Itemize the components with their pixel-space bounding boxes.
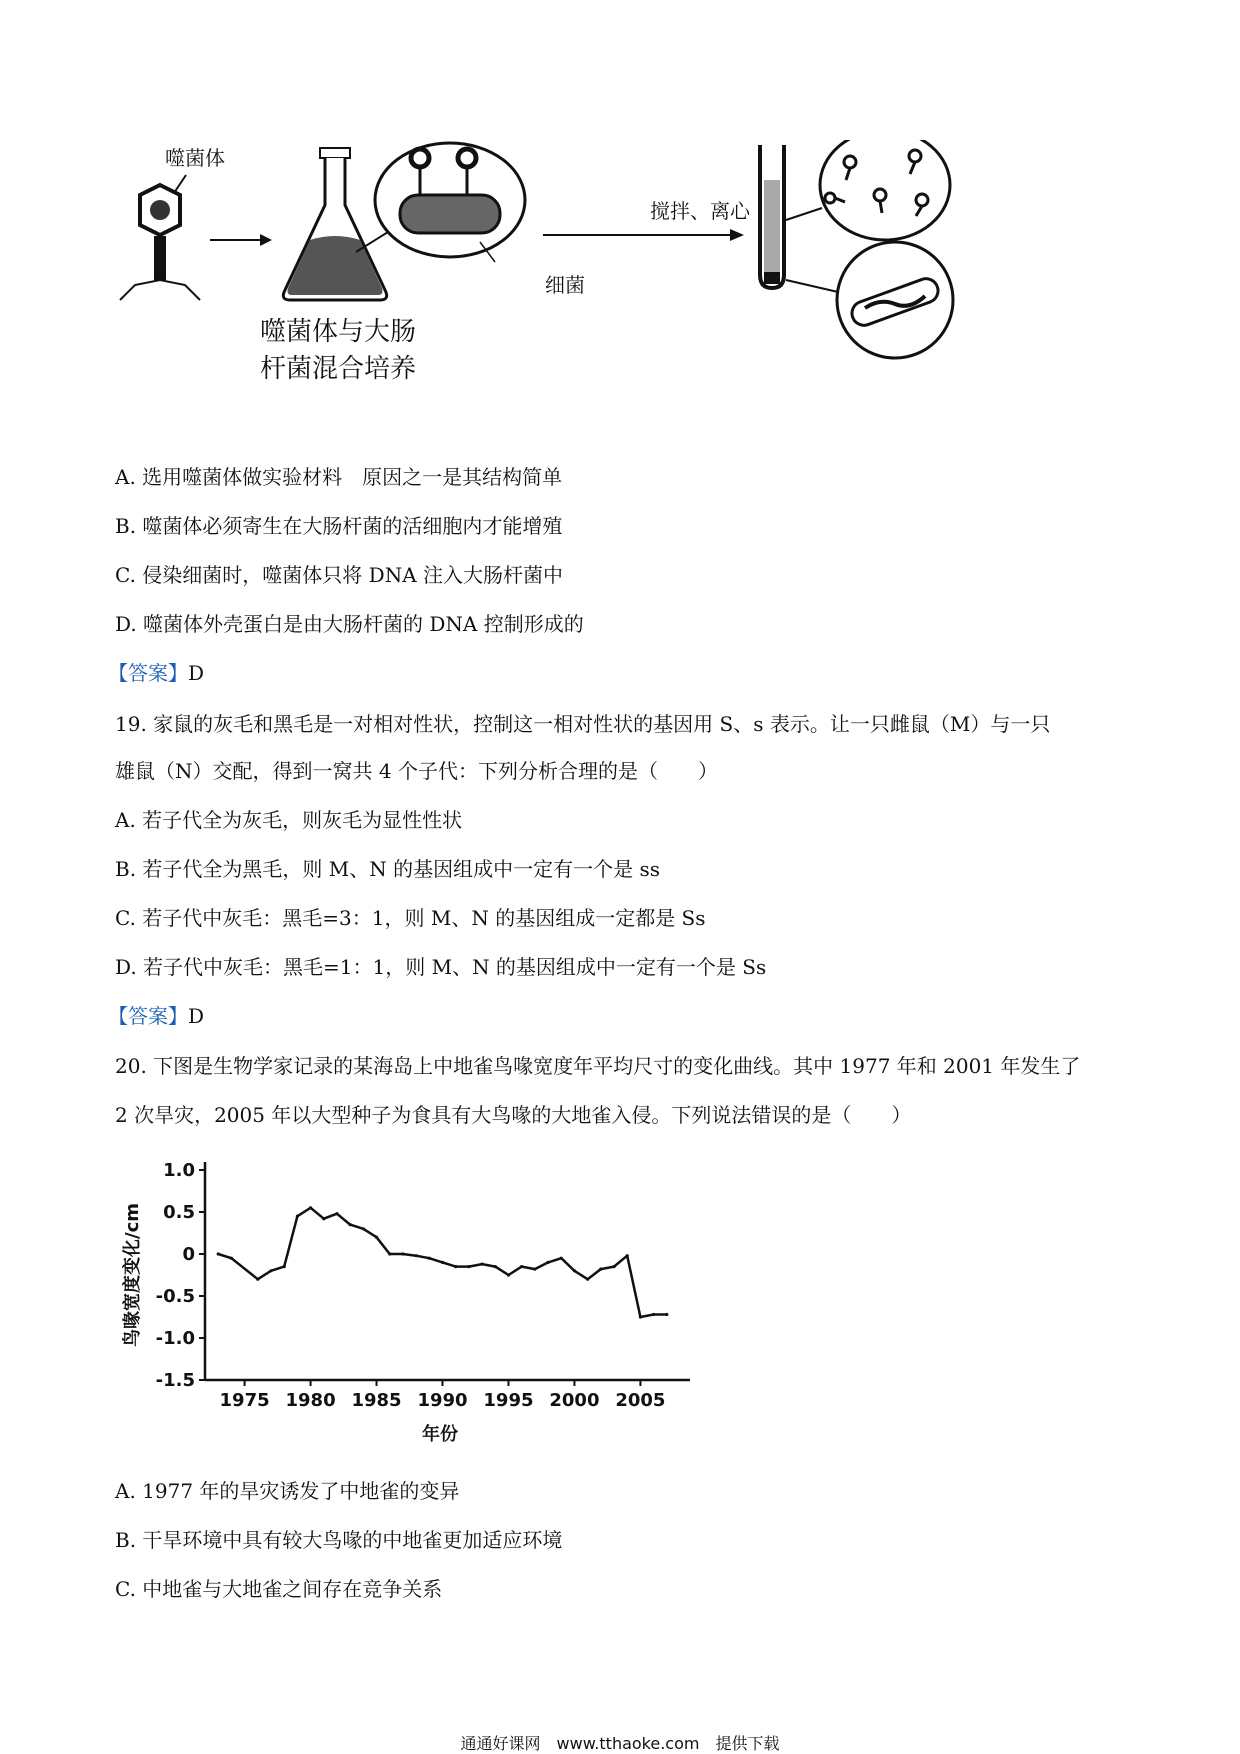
- data-point: [322, 1217, 325, 1220]
- q20-option-b: B. 干旱环境中具有较大鸟喙的中地雀更加适应环境: [115, 1528, 563, 1552]
- data-point: [652, 1313, 655, 1316]
- data-point: [507, 1273, 510, 1276]
- data-point: [335, 1212, 338, 1215]
- data-point: [441, 1261, 444, 1264]
- data-point: [665, 1313, 668, 1316]
- arrow-to-flask: [210, 234, 272, 246]
- q20-stem-line2: 2 次旱灾，2005 年以大型种子为食具有大鸟喙的大地雀入侵。下列说法错误的是（ ）: [115, 1103, 912, 1127]
- page-footer: 通通好课网 www.tthaoke.com 提供下载: [460, 1734, 780, 1753]
- data-point: [573, 1269, 576, 1272]
- data-point: [494, 1265, 497, 1268]
- chart-x-label: 年份: [422, 1424, 458, 1445]
- data-point: [283, 1265, 286, 1268]
- data-point: [454, 1265, 457, 1268]
- x-tick-label: 1990: [417, 1390, 468, 1411]
- y-tick-label: 0.5: [163, 1202, 195, 1223]
- data-point: [626, 1254, 629, 1257]
- q18-option-b: B. 噬菌体必须寄生在大肠杆菌的活细胞内才能增殖: [115, 514, 563, 538]
- q18-answer-label: 【答案】: [108, 661, 188, 685]
- q19-answer: [108, 1002, 204, 1030]
- data-point: [586, 1278, 589, 1281]
- data-point: [467, 1265, 470, 1268]
- x-tick-label: 2000: [549, 1390, 600, 1411]
- q19-answer-label: 【答案】: [108, 1004, 188, 1028]
- flask-illustration: [283, 148, 386, 300]
- q19-option-b: B. 若子代全为黑毛，则 M、N 的基因组成中一定有一个是 ss: [115, 857, 660, 881]
- data-point: [560, 1257, 563, 1260]
- arrow-stir-centrifuge: [543, 229, 744, 241]
- zoom-bubble-supernatant: [786, 140, 950, 240]
- x-tick-label: 1980: [285, 1390, 336, 1411]
- label-stir: 搅拌、离心: [650, 199, 750, 223]
- data-point: [362, 1227, 365, 1230]
- data-point: [296, 1215, 299, 1218]
- q19-stem-line1: 19. 家鼠的灰毛和黑毛是一对相对性状，控制这一相对性状的基因用 S、s 表示。让一只雌鼠（M）与一只: [115, 712, 1051, 736]
- q18-answer: [108, 659, 204, 687]
- data-point: [612, 1265, 615, 1268]
- q19-option-a: A. 若子代全为灰毛，则灰毛为显性性状: [115, 808, 463, 832]
- y-tick-label: -1.0: [155, 1328, 195, 1349]
- y-tick-label: 1.0: [163, 1160, 195, 1181]
- chart-x-ticks: [220, 1380, 666, 1411]
- zoom-bubble-bacteria: [356, 143, 525, 262]
- test-tube-illustration: [760, 145, 784, 288]
- q18-option-a: A. 选用噬菌体做实验材料 原因之一是其结构简单: [115, 465, 563, 489]
- x-tick-label: 1985: [351, 1390, 402, 1411]
- data-point: [256, 1278, 259, 1281]
- data-point: [599, 1268, 602, 1271]
- data-point: [415, 1254, 418, 1257]
- q19-option-d: D. 若子代中灰毛：黑毛=1：1，则 M、N 的基因组成中一定有一个是 Ss: [115, 955, 767, 979]
- data-point: [309, 1206, 312, 1209]
- x-tick-label: 1975: [219, 1390, 270, 1411]
- data-point: [375, 1236, 378, 1239]
- label-bacteria: 细菌: [545, 273, 585, 297]
- data-point: [428, 1257, 431, 1260]
- q18-option-d: D. 噬菌体外壳蛋白是由大肠杆菌的 DNA 控制形成的: [115, 612, 584, 636]
- q18-answer-value: D: [188, 661, 205, 685]
- y-tick-label: -0.5: [155, 1286, 195, 1307]
- q18-option-c: C. 侵染细菌时，噬菌体只将 DNA 注入大肠杆菌中: [115, 563, 563, 587]
- phage-experiment-diagram: [110, 140, 1110, 440]
- data-point: [480, 1262, 483, 1265]
- label-phage: 噬菌体: [165, 146, 225, 170]
- data-point: [217, 1252, 220, 1255]
- phage-illustration: [120, 175, 200, 300]
- chart-axes: [205, 1162, 690, 1380]
- y-tick-label: 0: [182, 1244, 195, 1265]
- x-tick-label: 2005: [615, 1390, 666, 1411]
- chart-y-label: 鸟喙宽度变化/cm: [122, 1203, 143, 1347]
- x-tick-label: 1995: [483, 1390, 534, 1411]
- data-point: [401, 1252, 404, 1255]
- data-point: [533, 1268, 536, 1271]
- data-point: [269, 1269, 272, 1272]
- label-mix-line1: 噬菌体与大肠: [260, 317, 417, 347]
- q20-option-a: A. 1977 年的旱灾诱发了中地雀的变异: [115, 1479, 460, 1503]
- beak-width-chart: [110, 1150, 710, 1450]
- q19-answer-value: D: [188, 1004, 205, 1028]
- q19-stem-line2: 雄鼠（N）交配，得到一窝共 4 个子代：下列分析合理的是（ ）: [115, 759, 718, 783]
- data-point: [349, 1223, 352, 1226]
- label-mix-line2: 杆菌混合培养: [260, 354, 417, 384]
- data-point: [546, 1261, 549, 1264]
- chart-y-ticks: [156, 1160, 205, 1391]
- zoom-bubble-sediment: [786, 242, 953, 358]
- data-point: [388, 1252, 391, 1255]
- q20-option-c: C. 中地雀与大地雀之间存在竞争关系: [115, 1577, 443, 1601]
- data-point: [639, 1315, 642, 1318]
- chart-series: [217, 1206, 669, 1318]
- data-point: [230, 1257, 233, 1260]
- y-tick-label: -1.5: [155, 1370, 195, 1391]
- data-point: [520, 1265, 523, 1268]
- q20-stem-line1: 20. 下图是生物学家记录的某海岛上中地雀鸟喙宽度年平均尺寸的变化曲线。其中 1977 年和 2001 年发生了: [115, 1054, 1081, 1078]
- q19-option-c: C. 若子代中灰毛：黑毛=3：1，则 M、N 的基因组成一定都是 Ss: [115, 906, 706, 930]
